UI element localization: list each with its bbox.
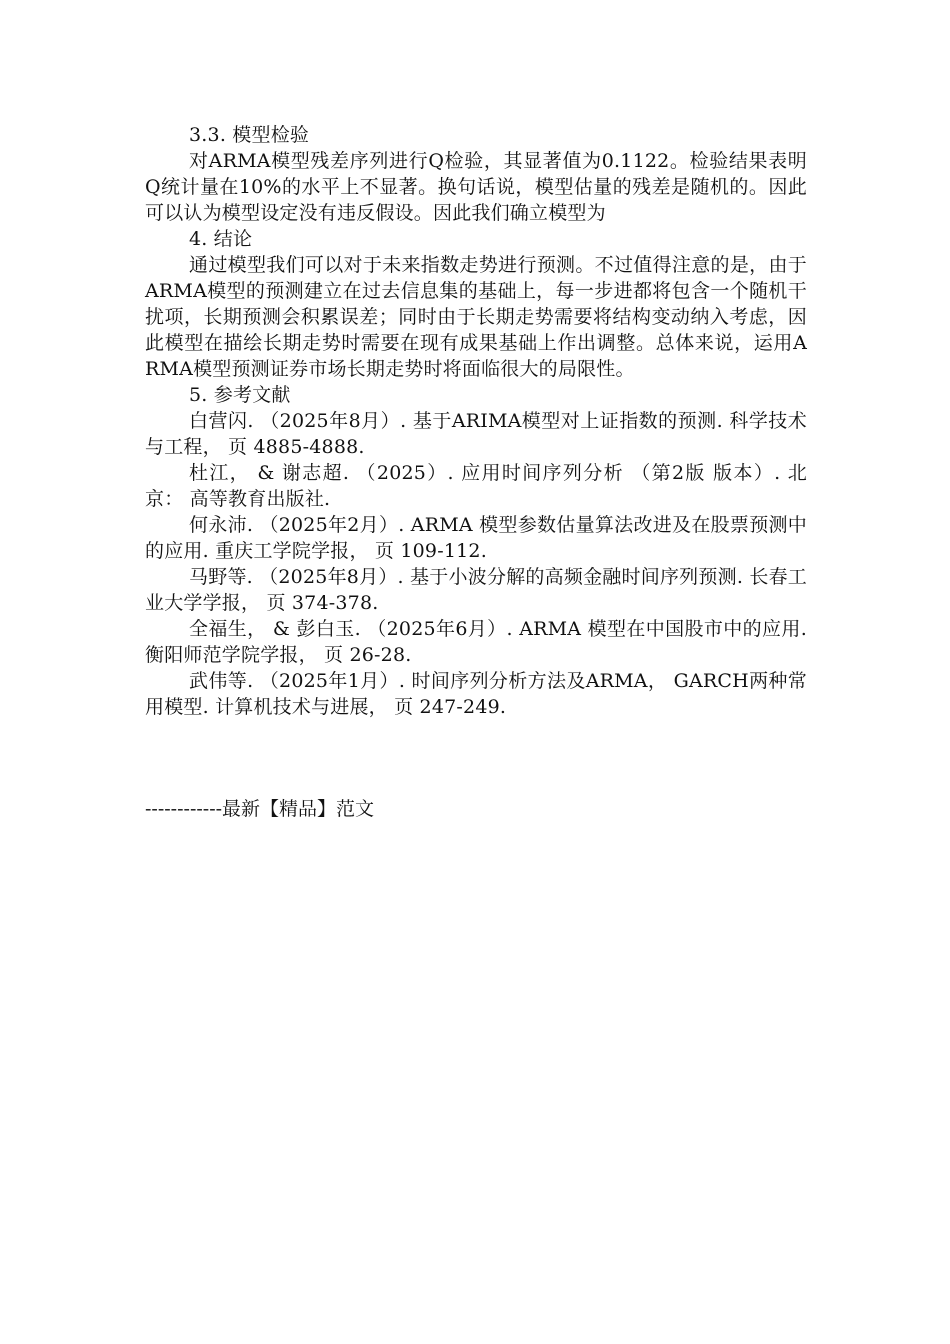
reference-item: 杜江， & 谢志超. （2025）. 应用时间序列分析 （第2版 版本）. 北京： 高等教育出版社.	[145, 462, 807, 510]
paragraph-conclusion: 通过模型我们可以对于未来指数走势进行预测。不过值得注意的是，由于ARMA模型的预测建立在过去信息集的基础上，每一步进都将包含一个随机干扰项，长期预测会积累误差；同时由于长期走势需要将结构变动纳入考虑，因此模型在描绘长期走势时需要在现有成果基础上作出调整。总体来说，运用ARMA模型预测证券市场长期走势时将面临很大的局限性。	[145, 254, 807, 380]
section-heading-conclusion: 4. 结论	[189, 228, 253, 250]
paragraph-model-test: 对ARMA模型残差序列进行Q检验，其显著值为0.1122。检验结果表明Q统计量在10%的水平上不显著。换句话说，模型估量的残差是随机的。因此可以认为模型设定没有违反假设。因此我们确立模型为	[145, 150, 807, 224]
reference-list	[145, 408, 807, 720]
section-heading-references: 5. 参考文献	[189, 384, 291, 406]
reference-item: 何永沛. （2025年2月）. ARMA 模型参数估量算法改进及在股票预测中的应用. 重庆工学院学报， 页 109-112.	[145, 514, 807, 562]
reference-item: 马野等. （2025年8月）. 基于小波分解的高频金融时间序列预测. 长春工业大学学报， 页 374-378.	[145, 566, 807, 614]
page-footer: ------------最新【精品】范文	[145, 798, 375, 820]
reference-item: 武伟等. （2025年1月）. 时间序列分析方法及ARMA， GARCH两种常用模型. 计算机技术与进展， 页 247-249.	[145, 670, 807, 718]
reference-item: 全福生， & 彭白玉. （2025年6月）. ARMA 模型在中国股市中的应用. 衡阳师范学院学报， 页 26-28.	[145, 618, 807, 666]
section-heading-model-test: 3.3. 模型检验	[189, 124, 310, 146]
reference-item: 白营闪. （2025年8月）. 基于ARIMA模型对上证指数的预测. 科学技术与工程， 页 4885-4888.	[145, 410, 807, 458]
document-body	[145, 122, 807, 720]
